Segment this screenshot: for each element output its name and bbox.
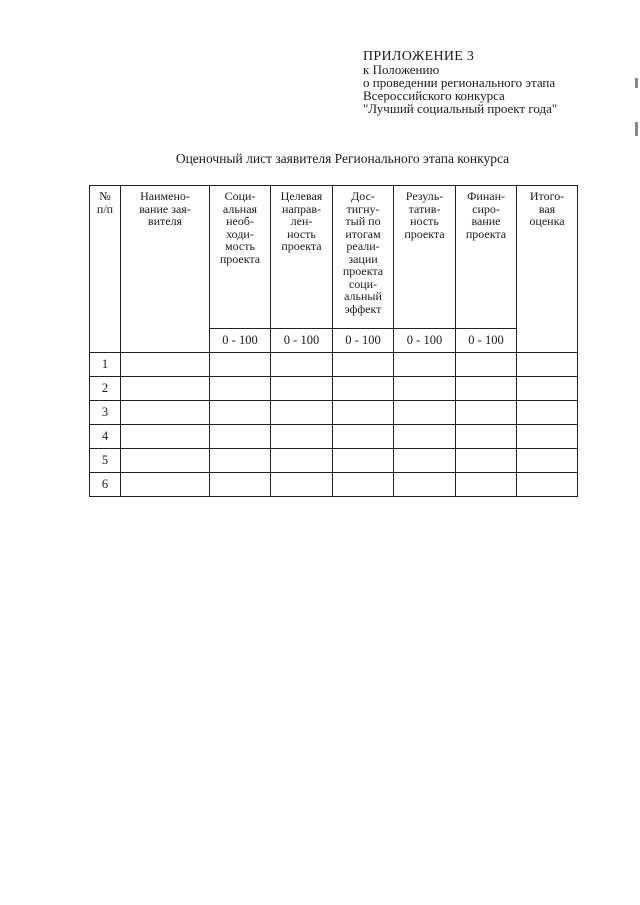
- table-cell: [456, 401, 517, 425]
- table-cell: [456, 353, 517, 377]
- table-cell: [271, 473, 333, 497]
- table-cell: [517, 353, 578, 377]
- table-cell: [394, 449, 456, 473]
- annex-title: ПРИЛОЖЕНИЕ 3: [363, 49, 475, 64]
- table-cell: [271, 353, 333, 377]
- header-cell-social-effect: Дос- тигну- тый по итогам реали- зации проекта соци- альный эффект: [333, 186, 394, 329]
- scale-cell: 0 - 100: [394, 329, 456, 353]
- annex-line: Всероссийского конкурса: [363, 88, 505, 103]
- table-cell: [517, 377, 578, 401]
- table-cell: [394, 401, 456, 425]
- annex-line: о проведении регионального этапа: [363, 75, 556, 90]
- table-cell: [121, 401, 210, 425]
- table-cell: [271, 377, 333, 401]
- table-row: [90, 353, 578, 377]
- row-number: 4: [90, 425, 121, 449]
- header-cell-number: № п/п: [90, 186, 121, 353]
- header-cell-social-necessity: Соци- альная необ- ходи- мость проекта: [210, 186, 271, 329]
- scale-cell: 0 - 100: [271, 329, 333, 353]
- header-cell-total-score: Итого- вая оценка: [517, 186, 578, 353]
- table-cell: [121, 449, 210, 473]
- table-cell: [271, 401, 333, 425]
- table-header-row: [90, 186, 578, 329]
- row-number: 3: [90, 401, 121, 425]
- table-cell: [271, 425, 333, 449]
- table-row: [90, 449, 578, 473]
- table-cell: [333, 473, 394, 497]
- table-cell: [121, 377, 210, 401]
- table-row: [90, 473, 578, 497]
- table-cell: [456, 425, 517, 449]
- table-cell: [394, 353, 456, 377]
- header-cell-target-focus: Целевая направ- лен- ность проекта: [271, 186, 333, 329]
- table-row: [90, 425, 578, 449]
- table-cell: [517, 401, 578, 425]
- table-row: [90, 401, 578, 425]
- table-cell: [121, 425, 210, 449]
- table-cell: [333, 377, 394, 401]
- table-cell: [333, 353, 394, 377]
- annex-line: к Положению: [363, 62, 440, 77]
- annex-line: "Лучший социальный проект года": [363, 101, 558, 116]
- scale-cell: 0 - 100: [333, 329, 394, 353]
- row-number: 2: [90, 377, 121, 401]
- scan-edge-mark: [635, 78, 638, 88]
- table-cell: [517, 449, 578, 473]
- table-cell: [271, 449, 333, 473]
- scale-cell: 0 - 100: [210, 329, 271, 353]
- table-cell: [333, 401, 394, 425]
- table-cell: [456, 449, 517, 473]
- scale-cell: 0 - 100: [456, 329, 517, 353]
- table-cell: [456, 377, 517, 401]
- table-cell: [121, 473, 210, 497]
- table-cell: [210, 449, 271, 473]
- scan-edge-mark: [635, 122, 638, 136]
- table-cell: [333, 425, 394, 449]
- table-cell: [517, 425, 578, 449]
- table-cell: [210, 425, 271, 449]
- row-number: 6: [90, 473, 121, 497]
- table-cell: [394, 425, 456, 449]
- table-cell: [456, 473, 517, 497]
- evaluation-table: [89, 185, 578, 497]
- table-row: [90, 377, 578, 401]
- header-cell-financing: Финан- сиро- вание проекта: [456, 186, 517, 329]
- document-title: Оценочный лист заявителя Регионального этапа конкурса: [175, 151, 510, 166]
- table-cell: [210, 377, 271, 401]
- table-cell: [210, 473, 271, 497]
- table-cell: [394, 377, 456, 401]
- table-cell: [210, 401, 271, 425]
- table-cell: [517, 473, 578, 497]
- table-cell: [210, 353, 271, 377]
- header-cell-applicant: Наимено- вание зая- вителя: [121, 186, 210, 353]
- table-cell: [121, 353, 210, 377]
- row-number: 1: [90, 353, 121, 377]
- table-cell: [394, 473, 456, 497]
- row-number: 5: [90, 449, 121, 473]
- header-cell-effectiveness: Резуль- татив- ность проекта: [394, 186, 456, 329]
- annex-block: [363, 50, 557, 115]
- table-cell: [333, 449, 394, 473]
